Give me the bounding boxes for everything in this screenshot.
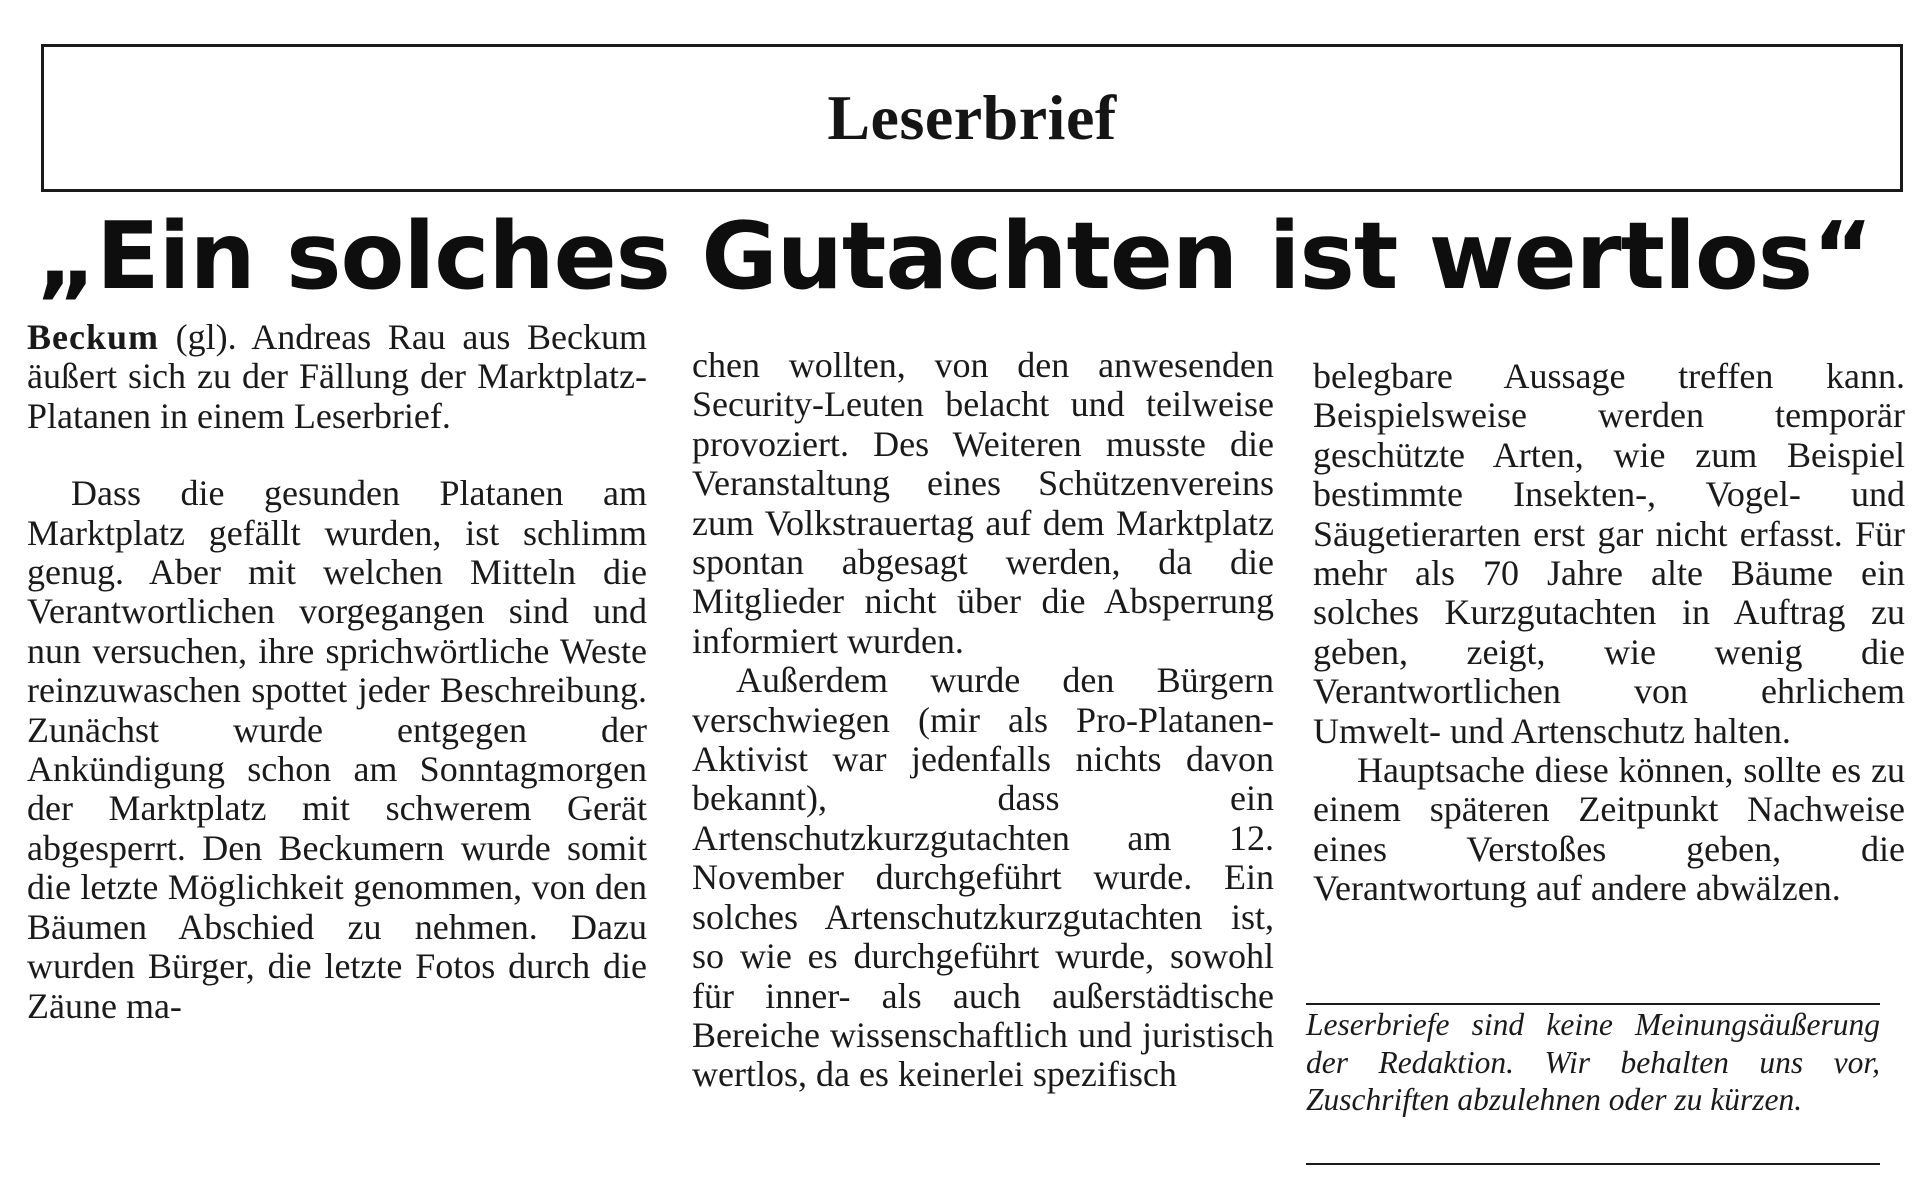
body-paragraph-1-continued [692, 346, 1274, 661]
headline: „Ein solches Gutachten ist wertlos“ [36, 202, 1873, 310]
rubric-label: Leserbrief [827, 82, 1117, 153]
body-p2-part1: Außerdem wurde den Bürgern verschwiegen (mir als Pro-Platanen-Aktivist war jedenfalls nichts davon bekannt), dass ein Artenschutzkurzgutachten am 12. November durchgeführt wurde. Ein solches Artenschutzkurzgutachten ist, so wie es durchgeführt wurde, sowohl für inner- als auch außerstädtische Bereiche wissenschaftlich und juristisch wertlos, da es keinerlei spezifisch [692, 660, 1274, 1095]
disclaimer-text: Leserbriefe sind keine Meinungsäußerung der Redaktion. Wir behalten uns vor, Zuschriften abzulehnen oder zu kürzen. [1306, 1007, 1880, 1117]
lead-paragraph [27, 318, 647, 436]
body-paragraph-3: Hauptsache diese können, sollte es zu einem späteren Zeitpunkt Nachweise eines Verstoßes geben, die Verantwortung auf andere abwälzen. [1313, 750, 1905, 909]
body-p1-part1: Dass die gesunden Platanen am Marktplatz gefällt wurden, ist schlimm genug. Aber mit welchen Mitteln die Verantwortlichen vorgegangen sind und nun versuchen, ihre sprichwörtliche Weste reinzuwaschen spottet jeder Beschreibung. Zunächst wurde entgegen der Ankündigung schon am Sonntagmorgen der Marktplatz mit schwerem Gerät abgesperrt. Den Beckumern wurde somit die letzte Möglichkeit genommen, von den Bäumen Abschied zu nehmen. Dazu wurden Bürger, die letzte Fotos durch die Zäune ma- [27, 473, 647, 1026]
disclaimer [1306, 1003, 1880, 1119]
body-paragraph-2-continued [1313, 357, 1905, 751]
dateline-place: Beckum [27, 317, 159, 357]
body-paragraph-1 [27, 474, 647, 1026]
article-column-3 [1313, 357, 1905, 909]
body-p1-part2: chen wollten, von den anwesenden Security-Leuten belacht und teilweise provoziert. Des Weiteren musste die Veranstaltung eines Schützenvereins zum Volkstrauertag auf dem Marktplatz spontan abgesagt werden, da die Mitglieder nicht über die Absperrung informiert wurden. [692, 345, 1274, 661]
article-column-1 [27, 318, 647, 1026]
rubric-box [41, 44, 1903, 192]
disclaimer-rule-bottom [1306, 1163, 1880, 1165]
lead-text: (gl). Andreas Rau aus Beckum äußert sich zu der Fällung der Marktplatz-Platanen in einem Leserbrief. [27, 317, 647, 436]
body-paragraph-2 [692, 661, 1274, 1094]
article-column-2 [692, 346, 1274, 1095]
body-p2-part2: belegbare Aussage treffen kann. Beispielsweise werden temporär geschützte Arten, wie zum Beispiel bestimmte Insekten-, Vogel- und Säugetierarten erst gar nicht erfasst. Für mehr als 70 Jahre alte Bäume ein solches Kurzgutachten in Auftrag zu geben, zeigt, wie wenig die Verantwortlichen von ehrlichem Umwelt- und Artenschutz halten. [1313, 356, 1905, 751]
